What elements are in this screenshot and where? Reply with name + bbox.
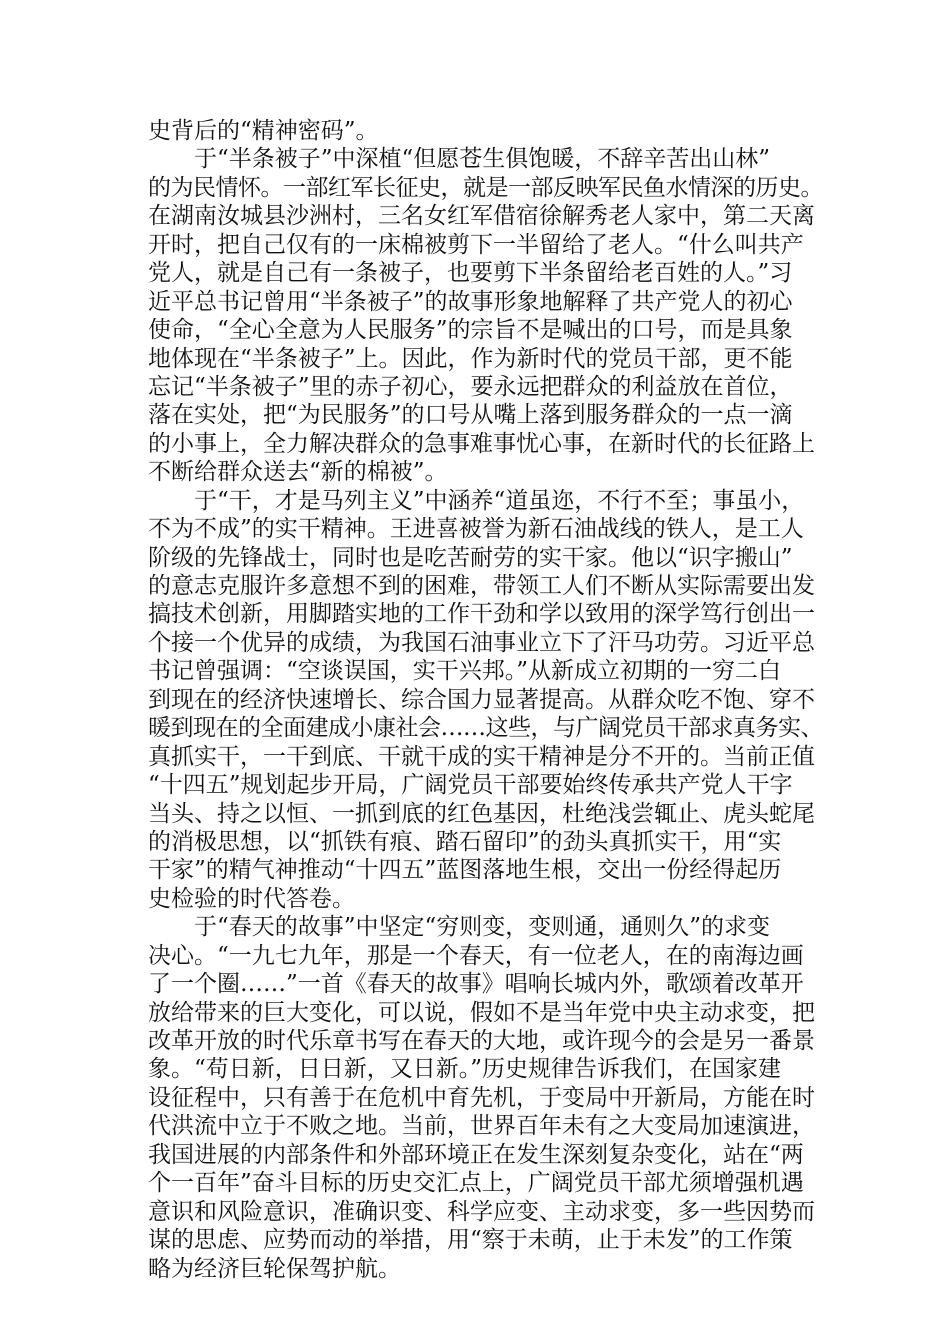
text-line: 的小事上，全力解决群众的急事难事忧心事，在新时代的长征路上 <box>148 430 815 457</box>
text-line: 搞技术创新，用脚踏实地的工作干劲和学以致用的深学笃行创出一 <box>148 601 815 628</box>
text-line: 谋的思虑、应势而动的举措，用“察于未萌，止于未发”的工作策 <box>148 1227 793 1254</box>
text-line: 于“春天的故事”中坚定“穷则变，变则通，通则久”的求变 <box>148 914 771 941</box>
text-line: 意识和风险意识，准确识变、科学应变、主动求变，多一些因势而 <box>148 1198 815 1225</box>
text-line: 于“干，才是马列主义”中涵养“道虽迩，不行不至；事虽小， <box>148 487 805 514</box>
text-line: 的消极思想，以“抓铁有痕、踏石留印”的劲头真抓实干，用“实 <box>148 828 782 855</box>
text-line: 暖到现在的全面建成小康社会……这些，与广阔党员干部求真务实、 <box>148 715 823 742</box>
text-line: 个接一个优异的成绩，为我国石油事业立下了汗马功劳。习近平总 <box>148 629 815 656</box>
text-line: 书记曾强调：“空谈误国，实干兴邦。”从新成立初期的一穷二白 <box>148 658 782 685</box>
text-line: 代洪流中立于不败之地。当前，世界百年未有之大变局加速演进， <box>148 1113 815 1140</box>
text-line: “十四五”规划起步开局，广阔党员干部要始终传承共产党人干字 <box>148 772 793 799</box>
text-line: 党人，就是自己有一条被子，也要剪下半条留给老百姓的人。”习 <box>148 260 793 287</box>
text-line: 在湖南汝城县沙洲村，三名女红军借宿徐解秀老人家中，第二天离 <box>148 203 815 230</box>
text-line: 阶级的先锋战士，同时也是吃苦耐劳的实干家。他以“识字搬山” <box>148 544 793 571</box>
text-line: 放给带来的巨大变化，可以说，假如不是当年党中央主动求变，把 <box>148 999 815 1026</box>
text-line: 使命，“全心全意为人民服务”的宗旨不是喊出的口号，而是具象 <box>148 317 793 344</box>
text-line: 不断给群众送去“新的棉被”。 <box>148 459 448 486</box>
text-line: 地体现在“半条被子”上。因此，作为新时代的党员干部，更不能 <box>148 345 793 372</box>
text-line: 的意志克服许多意想不到的困难，带领工人们不断从实际需要出发 <box>148 573 815 599</box>
text-line: 史检验的时代答卷。 <box>148 885 355 912</box>
text-line: 干家”的精气神推动“十四五”蓝图落地生根，交出一份经得起历 <box>148 857 782 884</box>
text-line: 象。“苟日新，日日新，又日新。”历史规律告诉我们，在国家建 <box>148 1056 782 1083</box>
text-line: 到现在的经济快速增长、综合国力显著提高。从群众吃不饱、穿不 <box>148 686 815 713</box>
text-line: 我国进展的内部条件和外部环境正在发生深刻复杂变化，站在“两 <box>148 1141 804 1168</box>
text-line: 决心。“一九七九年，那是一个春天，有一位老人，在的南海边画 <box>148 942 804 969</box>
text-line: 近平总书记曾用“半条被子”的故事形象地解释了共产党人的初心 <box>148 288 793 315</box>
text-line: 个一百年”奋斗目标的历史交汇点上，广阔党员干部尤须增强机遇 <box>148 1170 804 1197</box>
text-line: 改革开放的时代乐章书写在春天的大地，或许现今的会是另一番景 <box>148 1028 815 1054</box>
text-line: 落在实处，把“为民服务”的口号从嘴上落到服务群众的一点一滴 <box>148 402 793 429</box>
body-text <box>148 117 828 1283</box>
text-line: 不为不成”的实干精神。王进喜被誉为新石油战线的铁人，是工人 <box>148 516 804 543</box>
text-line: 当头、持之以恒、一抓到底的红色基因，杜绝浅尝辄止、虎头蛇尾 <box>148 800 815 827</box>
text-line: 略为经济巨轮保驾护航。 <box>148 1255 401 1282</box>
text-line: 真抓实干，一干到底、干就干成的实干精神是分不开的。当前正值 <box>148 743 815 770</box>
text-line: 忘记“半条被子”里的赤子初心，要永远把群众的利益放在首位， <box>148 373 793 400</box>
text-line: 设征程中，只有善于在危机中育先机，于变局中开新局，方能在时 <box>148 1084 815 1111</box>
text-line: 的为民情怀。一部红军长征史，就是一部反映军民鱼水情深的历史。 <box>148 174 823 201</box>
text-line: 了一个圈……”一首《春天的故事》唱响长城内外，歌颂着改革开 <box>148 971 804 998</box>
text-line: 于“半条被子”中深植“但愿苍生俱饱暖，不辞辛苦出山林” <box>148 146 771 173</box>
text-line: 开时，把自己仅有的一床棉被剪下一半留给了老人。“什么叫共产 <box>148 231 804 258</box>
text-line: 史背后的“精神密码”。 <box>148 118 379 144</box>
